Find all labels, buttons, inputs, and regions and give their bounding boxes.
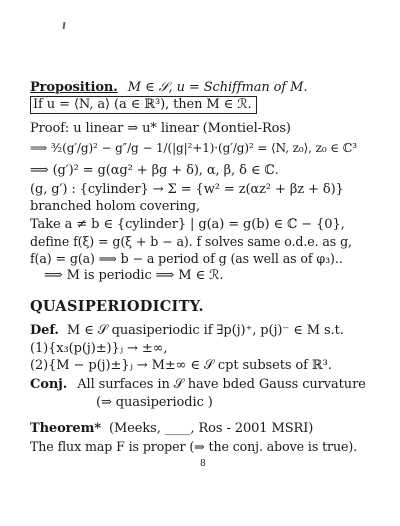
section-title: QUASIPERIODICITY. <box>30 298 204 315</box>
proof-line-3: ⟹ (g′)² = g(αg² + βg + δ), α, β, δ ∈ ℂ. <box>30 163 279 178</box>
proposition-statement: M ∈ 𝒮, u = Schiffman of M. <box>127 80 308 95</box>
proposition-boxed-statement: If u = ⟨N, a⟩ (a ∈ ℝ³), then M ∈ ℛ. <box>30 96 257 114</box>
proof-line-1: Proof: u linear ⇒ u* linear (Montiel-Ros) <box>30 121 291 136</box>
proof-line-7: define f(ξ) = g(ξ + b − a). f solves same o.d.e. as g, <box>30 234 352 249</box>
proof-line-6: Take a ≠ b ∈ {cylinder} | g(a) = g(b) ∈ ℂ − {0}, <box>30 217 345 232</box>
proof-line-9: ⟹ M is periodic ⟹ M ∈ ℛ. <box>44 268 224 283</box>
proof-line-2: ⟹ ³⁄₂(g′/g)² − g″/g − 1/(|g|²+1)·(g′/g)² = ⟨N, z₀⟩, z₀ ∈ ℂ³ <box>30 141 357 155</box>
definition-label: Def. <box>30 323 59 338</box>
page-number: 8 <box>200 459 206 469</box>
theorem-text-1: (Meeks, ____, Ros - 2001 MSRI) <box>109 421 314 436</box>
conjecture-text-1: All surfaces in 𝒮 have bded Gauss curvature <box>77 377 366 392</box>
proposition-line <box>30 80 307 96</box>
theorem-line-2: The flux map F is proper (⇒ the conj. above is true). <box>30 439 358 454</box>
conjecture-line-1 <box>30 377 366 393</box>
definition-line-1 <box>30 323 344 339</box>
conjecture-label: Conj. <box>30 377 68 392</box>
definition-line-3: (2){M − p(j)±}ⱼ → M±∞ ∈ 𝒮 cpt subsets of ℝ³. <box>30 358 332 373</box>
conjecture-line-2: (⇒ quasiperiodic ) <box>96 395 213 410</box>
proof-line-4: (g, g′) : {cylinder} → Σ = {w² = z(αz² + βz + δ)} <box>30 182 344 197</box>
stray-pen-mark <box>63 22 66 29</box>
theorem-label: Theorem* <box>30 421 101 436</box>
proof-line-5: branched holom covering, <box>30 199 201 214</box>
definition-text-1: M ∈ 𝒮 quasiperiodic if ∃p(j)⁺, p(j)⁻ ∈ M s.t. <box>66 323 344 338</box>
theorem-line-1 <box>30 421 313 437</box>
definition-line-2: (1){x₃(p(j)±)}ⱼ → ±∞, <box>30 341 168 356</box>
proof-line-8: f(a) = g(a) ⟹ b − a period of g (as well as of φ₃).. <box>30 251 343 266</box>
proposition-boxed-line <box>30 97 257 113</box>
proposition-label: Proposition. <box>30 80 118 95</box>
